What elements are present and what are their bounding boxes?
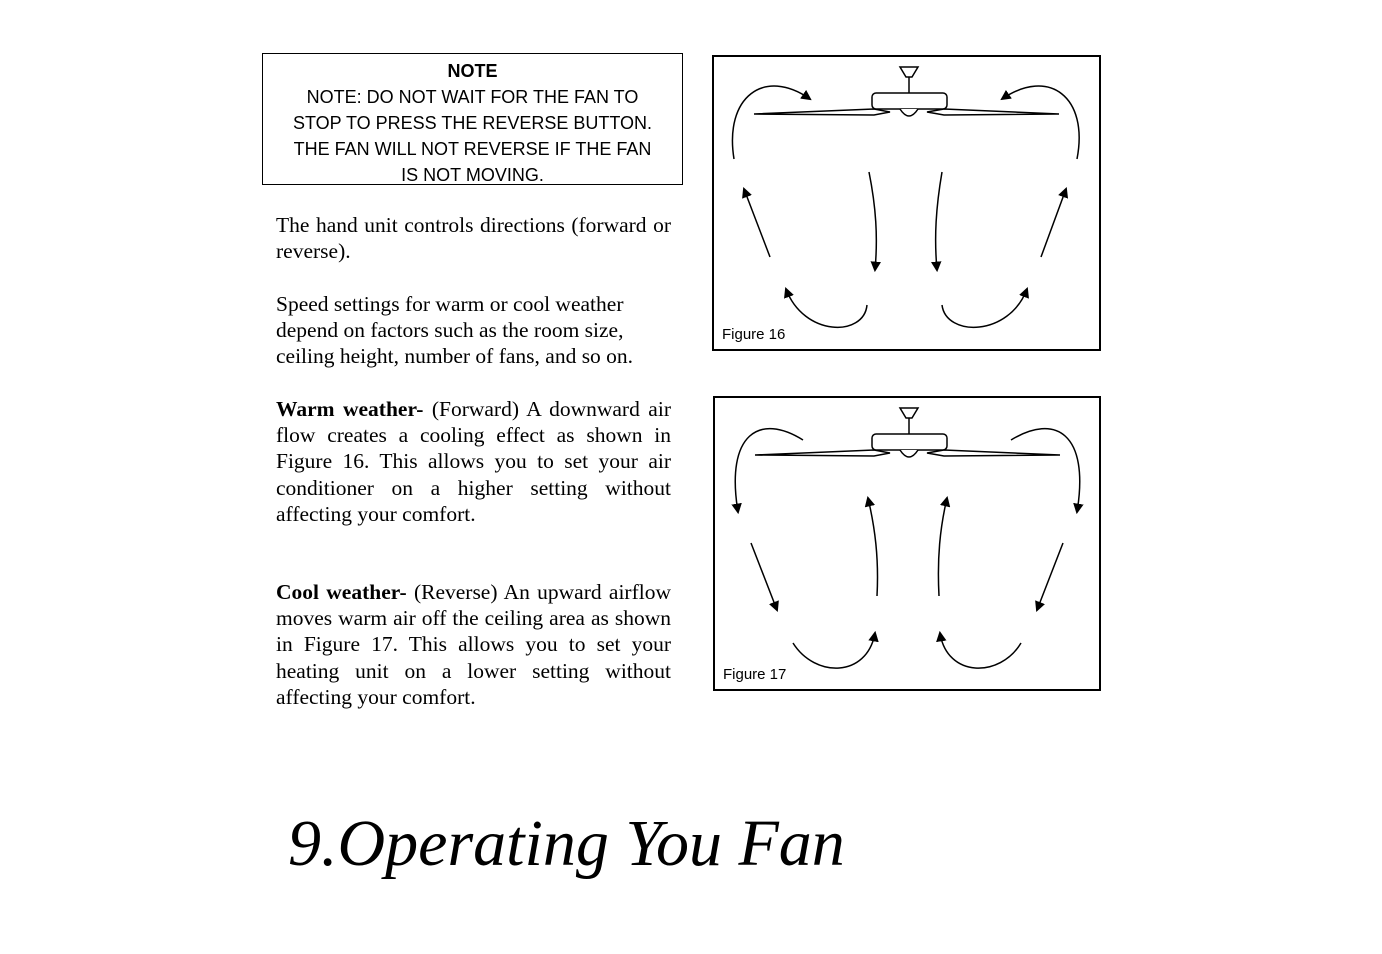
cool-weather-text: (Reverse) An upward airflow moves warm air off the ceiling area as shown in Figure 17. This allows you to set your heating unit on a lower setting without affecting your comfort. — [276, 580, 671, 709]
ceiling-fan-icon — [754, 67, 1059, 116]
warm-weather-label: Warm weather- — [276, 397, 424, 421]
note-box — [262, 53, 683, 185]
cool-weather-label: Cool weather- — [276, 580, 407, 604]
figure-16 — [712, 55, 1101, 351]
paragraph-warm-weather — [276, 396, 671, 527]
note-line-1: NOTE: DO NOT WAIT FOR THE FAN TO — [306, 87, 639, 107]
paragraph-speed-settings: Speed settings for warm or cool weather depend on factors such as the room size, ceiling height, number of fans, and so on. — [276, 292, 634, 369]
figure-17-illustration — [715, 398, 1099, 689]
ceiling-fan-icon — [755, 408, 1060, 457]
figure-16-caption: Figure 16 — [722, 326, 789, 343]
airflow-arrows — [735, 429, 1079, 668]
figure-17-caption: Figure 17 — [723, 666, 790, 683]
note-title: NOTE — [447, 61, 498, 81]
note-line-2: STOP TO PRESS THE REVERSE BUTTON. — [292, 113, 653, 133]
figure-16-illustration — [714, 57, 1099, 349]
note-line-4: IS NOT MOVING. — [401, 165, 544, 185]
warm-weather-text: (Forward) A downward air flow creates a cooling effect as shown in Figure 16. This allows you to set your air conditioner on a higher setting without affecting your comfort. — [276, 397, 671, 526]
paragraph-directions: The hand unit controls directions (forward or reverse). — [276, 213, 671, 264]
note-line-3: THE FAN WILL NOT REVERSE IF THE FAN — [293, 139, 652, 159]
section-heading: 9.Operating You Fan — [288, 807, 845, 880]
figure-17 — [713, 396, 1101, 691]
paragraph-cool-weather — [276, 579, 671, 710]
airflow-arrows — [732, 86, 1079, 327]
